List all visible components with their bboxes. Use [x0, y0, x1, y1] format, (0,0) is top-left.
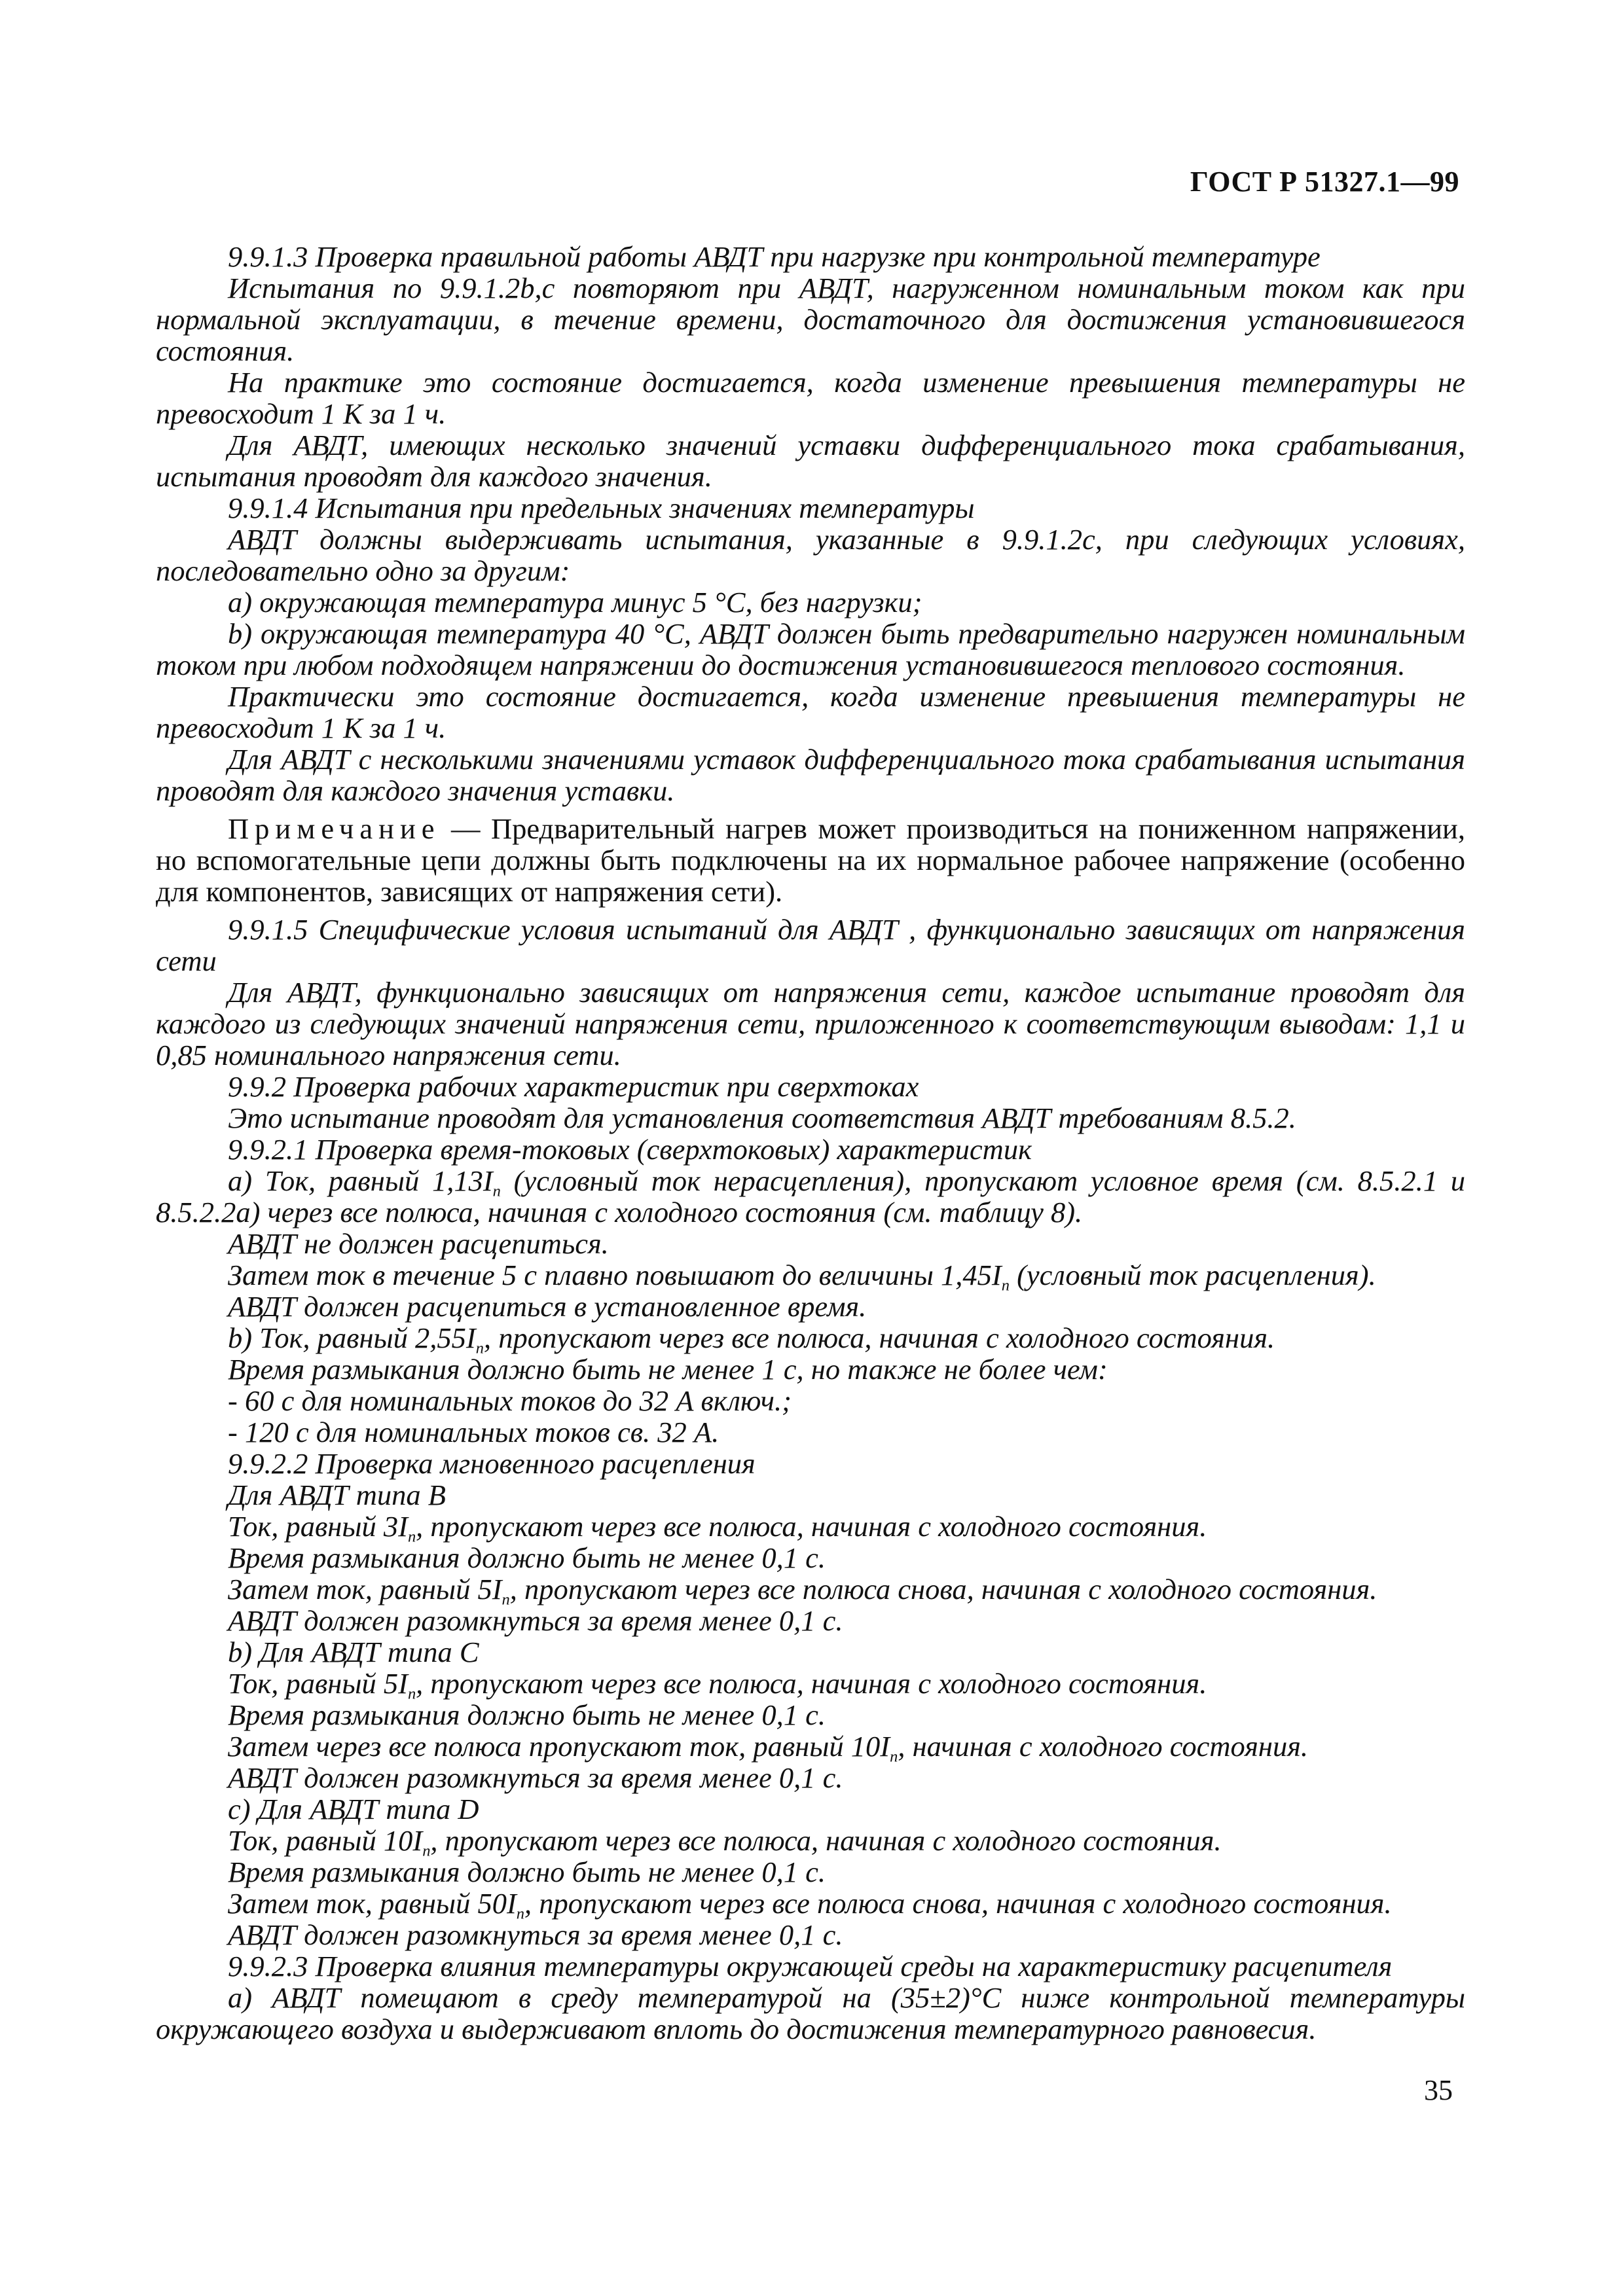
list-item	[156, 1165, 1465, 1228]
paragraph: Практически это состояние достигается, когда изменение превышения температуры не превосходит 1 К за 1 ч.	[156, 680, 1465, 744]
paragraph	[156, 1259, 1465, 1295]
text-run: Затем ток, равный 5I	[228, 1573, 502, 1605]
list-item	[156, 1321, 1465, 1357]
subscript: n	[407, 1528, 416, 1546]
paragraph: АВДТ не должен расцепиться.	[228, 1227, 609, 1260]
text-run: , начиная с холодного состояния.	[898, 1730, 1309, 1763]
section-heading: 9.9.2.3 Проверка влияния температуры окружающей среды на характеристику расцепителя	[228, 1950, 1393, 1982]
text-run: а) Ток, равный 1,13I	[228, 1164, 493, 1197]
section-heading: 9.9.2.2 Проверка мгновенного расцепления	[228, 1447, 756, 1480]
text-run: (условный ток расцепления).	[1009, 1259, 1376, 1291]
list-item: а) АВДТ помещают в среду температурой на (35±2)°С ниже контрольной температуры окружающего воздуха и выдерживают вплоть до достижения температурного равновесия.	[156, 1981, 1465, 2045]
section-heading: 9.9.1.5 Специфические условия испытаний для АВДТ , функционально зависящих от напряжения сети	[156, 913, 1465, 977]
section-heading: 9.9.1.4 Испытания при предельных значениях температуры	[228, 492, 975, 524]
list-item: b) окружающая температура 40 °С, АВДТ должен быть предварительно нагружен номинальным током при любом подходящем напряжении до достижения установившегося теплового состояния.	[156, 617, 1465, 681]
paragraph	[156, 1824, 1465, 1860]
paragraph: Для АВДТ типа В	[228, 1479, 446, 1511]
list-item: - 60 с для номинальных токов до 32 А включ.;	[228, 1384, 792, 1417]
paragraph: Для АВДТ, функционально зависящих от напряжения сети, каждое испытание проводят для каждого из следующих значений напряжения сети, приложенного к соответствующим выводам: 1,1 и 0,85 номинального напряжения сети.	[156, 976, 1465, 1071]
paragraph: Это испытание проводят для установления соответствия АВДТ требованиям 8.5.2.	[228, 1102, 1296, 1134]
paragraph: Время размыкания должно быть не менее 0,1 с.	[228, 1698, 826, 1731]
note	[156, 813, 1465, 907]
page-number: 35	[1424, 2074, 1453, 2106]
section-heading: 9.9.2.1 Проверка время-токовых (сверхтоковых) характеристик	[228, 1133, 1032, 1166]
text-run: , пропускают через все полюса, начиная с холодного состояния.	[430, 1824, 1222, 1857]
text-run: , пропускают через все полюса снова, начиная с холодного состояния.	[524, 1887, 1392, 1920]
text-run: Ток, равный 10I	[228, 1824, 423, 1857]
list-item: а) окружающая температура минус 5 °С, без нагрузки;	[228, 586, 922, 619]
paragraph: Время размыкания должно быть не менее 0,1 с.	[228, 1541, 826, 1574]
paragraph: АВДТ должен разомкнуться за время менее 0,1 с.	[228, 1604, 843, 1637]
text-run: b) Ток, равный 2,55I	[228, 1321, 476, 1354]
paragraph	[156, 1887, 1465, 1923]
subscript: n	[501, 1590, 510, 1609]
paragraph	[156, 1510, 1465, 1546]
paragraph	[156, 1667, 1465, 1703]
text-run: Ток, равный 5I	[228, 1667, 408, 1700]
paragraph: АВДТ должны выдерживать испытания, указанные в 9.9.1.2с, при следующих условиях, последовательно одно за другим:	[156, 523, 1465, 587]
list-item: - 120 с для номинальных токов св. 32 А.	[228, 1416, 720, 1448]
text-run: , пропускают через все полюса, начиная с холодного состояния.	[483, 1321, 1275, 1354]
subscript: n	[422, 1842, 431, 1860]
subscript: n	[1001, 1276, 1010, 1295]
paragraph: АВДТ должен расцепиться в установленное время.	[228, 1290, 867, 1323]
note-label: Примечание	[228, 812, 441, 845]
paragraph: с) Для АВДТ типа D	[228, 1793, 479, 1825]
document-header: ГОСТ Р 51327.1—99	[1190, 166, 1459, 198]
text-run: Затем через все полюса пропускают ток, равный 10I	[228, 1730, 890, 1763]
paragraph: Для АВДТ, имеющих несколько значений уставки дифференциального тока срабатывания, испытания проводят для каждого значения.	[156, 429, 1465, 493]
paragraph: Время размыкания должно быть не менее 1 с, но также не более чем:	[228, 1353, 1108, 1386]
subscript: n	[407, 1685, 416, 1703]
text-run: Затем ток в течение 5 с плавно повышают до величины 1,45I	[228, 1259, 1002, 1291]
subscript: n	[492, 1182, 501, 1200]
subscript: n	[516, 1905, 524, 1923]
section-heading: 9.9.1.3 Проверка правильной работы АВДТ при нагрузке при контрольной температуре	[228, 240, 1321, 273]
text-run: (условный ток нерасцепления), пропускают условное время (см. 8.5.2.1 и 8.5.2.2а) через все полюса, начиная с холодного состояния (см. таблицу 8).	[156, 1164, 1465, 1229]
text-run: , пропускают через все полюса, начиная с холодного состояния.	[416, 1510, 1207, 1543]
text-run: Ток, равный 3I	[228, 1510, 408, 1543]
paragraph	[156, 1573, 1465, 1609]
paragraph: АВДТ должен разомкнуться за время менее 0,1 с.	[228, 1918, 843, 1951]
subscript: n	[890, 1748, 898, 1766]
paragraph: АВДТ должен разомкнуться за время менее 0,1 с.	[228, 1761, 843, 1794]
section-heading: 9.9.2 Проверка рабочих характеристик при сверхтоках	[228, 1070, 919, 1103]
text-run: Затем ток, равный 50I	[228, 1887, 517, 1920]
paragraph: Испытания по 9.9.1.2b,c повторяют при АВДТ, нагруженном номинальным током как при нормальной эксплуатации, в течение времени, достаточного для достижения установившегося состояния.	[156, 272, 1465, 367]
note-text: — Предварительный нагрев может производиться на пониженном напряжении, но вспомогательные цепи должны быть подключены на их нормальное рабочее напряжение (особенно для компонентов, зависящих от напряжения сети).	[156, 812, 1465, 908]
paragraph	[156, 1730, 1465, 1766]
text-run: , пропускают через все полюса, начиная с холодного состояния.	[416, 1667, 1207, 1700]
paragraph: b) Для АВДТ типа С	[228, 1636, 479, 1668]
paragraph: Время размыкания должно быть не менее 0,1 с.	[228, 1856, 826, 1888]
paragraph: На практике это состояние достигается, когда изменение превышения температуры не превосходит 1 К за 1 ч.	[156, 366, 1465, 430]
subscript: n	[475, 1339, 484, 1357]
document-body	[156, 241, 1465, 2045]
text-run: , пропускают через все полюса снова, начиная с холодного состояния.	[509, 1573, 1377, 1605]
paragraph: Для АВДТ с несколькими значениями уставок дифференциального тока срабатывания испытания проводят для каждого значения уставки.	[156, 743, 1465, 807]
